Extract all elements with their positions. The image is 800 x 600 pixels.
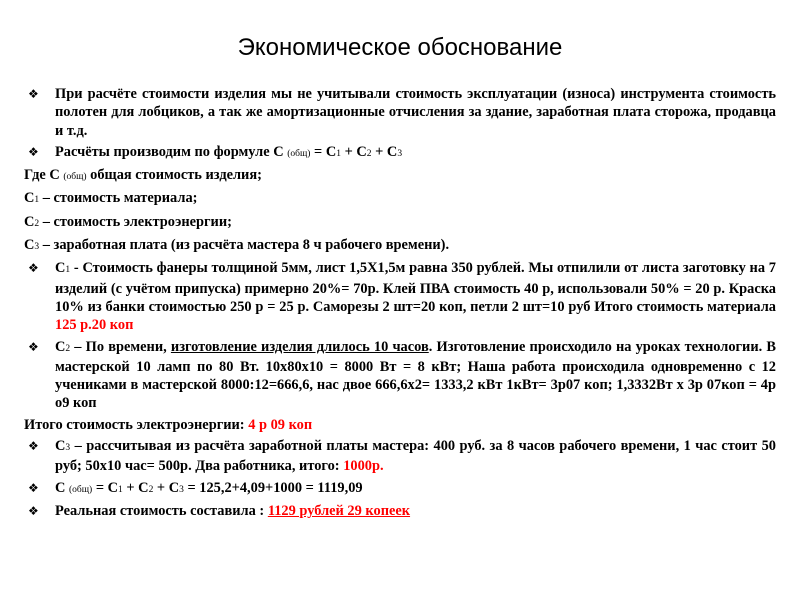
- labor-text: – рассчитывая из расчёта заработной платы мастера: 400 руб. за 8 часов рабочего времени, 1 час стоит 50 руб; 50х10 час= 500р. Два работника, итого:: [55, 438, 776, 475]
- diamond-bullet-icon: ❖: [28, 339, 39, 354]
- energy-index: 2: [65, 343, 71, 354]
- total-eq: = С: [92, 479, 119, 496]
- labor-result: 1000р.: [343, 458, 384, 475]
- slide-body: [24, 85, 776, 523]
- slide-title: Экономическое обоснование: [237, 34, 563, 61]
- formula-index-2: 2: [366, 148, 372, 159]
- total-sub: (общ): [69, 484, 93, 495]
- energy-letter: С: [55, 338, 66, 355]
- def-c2-index: 2: [34, 218, 40, 229]
- bullet-real-cost: [24, 502, 776, 520]
- formula-plus-1: + С: [340, 143, 367, 160]
- total-plus-2: + С: [153, 479, 180, 496]
- diamond-bullet-icon: ❖: [28, 503, 39, 518]
- energy-total-value: 4 р 09 коп: [248, 416, 313, 433]
- def-c1-index: 1: [34, 195, 40, 206]
- material-text: - Стоимость фанеры толщиной 5мм, лист 1,5Х1,5м равна 350 рублей. Мы отпилили от листа заготовку на 7 изделий (с учётом припуска) примерно 20%= 70р. Клей ПВА стоимость 40 р, использовали 50% = 20 р. Краска 10% из банки стоимостью 250 р = 25 р. Саморезы 2 шт=20 коп, петли 2 шт=10 руб Итого стоимость материала: [55, 260, 776, 315]
- def-c3-text: – заработная плата (из расчёта мастера 8 ч рабочего времени).: [39, 237, 450, 254]
- energy-total: [24, 416, 776, 434]
- energy-text-2: . Изготовление происходило на уроках технологии. В мастерской 10 ламп по 80 Вт. 10х80х10 = 8000 Вт = 8 кВт; Наша работа происходила одновременно с 12 учениками в мастерской 8000:12=666,6, нас двое 666,6х2= 1333,2 кВт 1кВт= 3р07 коп; 1,3332Вт х 3р 07коп = 4р о9 коп: [55, 338, 776, 412]
- energy-underlined: изготовление изделия длилось 10 часов: [170, 338, 429, 355]
- labor-index: 3: [65, 443, 71, 454]
- total-index-1: 1: [118, 484, 123, 495]
- bullet-material-cost: [24, 259, 776, 334]
- diamond-bullet-icon: ❖: [28, 144, 39, 159]
- diamond-bullet-icon: ❖: [28, 439, 39, 454]
- bullet-labor-cost: [24, 437, 776, 476]
- bullet-total-formula: [24, 479, 776, 499]
- bullet-formula: [24, 143, 776, 163]
- formula-plus-2: + С: [371, 143, 398, 160]
- formula-index-1: 1: [336, 148, 341, 159]
- def-c3-index: 3: [34, 242, 40, 253]
- definition-c1: [24, 189, 776, 209]
- material-result: 125 р.20 коп: [55, 317, 134, 334]
- def-total-sub: (общ): [63, 172, 87, 183]
- total-index-2: 2: [148, 484, 154, 495]
- real-cost-value: 1129 рублей 29 копеек: [267, 502, 411, 519]
- formula-eq: = С: [310, 143, 337, 160]
- def-total-post: общая стоимость изделия;: [86, 167, 262, 184]
- definition-c3: [24, 236, 776, 256]
- formula-index-3: 3: [397, 148, 403, 159]
- def-c2-text: – стоимость электроэнергии;: [39, 213, 232, 230]
- exclusions-text: При расчёте стоимости изделия мы не учитывали стоимость эксплуатации (износа) инструмента стоимость полотен для лобциков, а так же амортизационные отчисления за здание, заработная плата сторожа, продавца и т.д.: [55, 86, 776, 139]
- real-cost-label: Реальная стоимость составила :: [55, 502, 268, 519]
- bullet-energy-cost: [24, 338, 776, 413]
- definition-total: [24, 166, 776, 186]
- energy-total-label: Итого стоимость электроэнергии:: [24, 416, 249, 433]
- def-c1-text: – стоимость материала;: [39, 190, 198, 207]
- formula-sub: (общ): [287, 148, 311, 159]
- total-result: = 125,2+4,09+1000 = 1119,09: [183, 479, 363, 496]
- labor-letter: С: [55, 438, 66, 455]
- total-index-3: 3: [179, 484, 184, 495]
- def-total-pre: Где С: [24, 167, 64, 184]
- diamond-bullet-icon: ❖: [28, 261, 39, 276]
- material-letter: С: [55, 260, 66, 277]
- diamond-bullet-icon: ❖: [28, 480, 39, 495]
- def-c3-letter: С: [24, 237, 35, 254]
- bullet-exclusions: [24, 85, 776, 140]
- total-plus-1: + С: [122, 479, 149, 496]
- material-index: 1: [65, 265, 71, 276]
- total-pre: С: [55, 479, 69, 496]
- diamond-bullet-icon: ❖: [28, 87, 39, 101]
- energy-text-1: – По времени,: [70, 338, 171, 355]
- def-c2-letter: С: [24, 213, 35, 230]
- formula-pre: Расчёты производим по формуле С: [55, 143, 288, 160]
- definition-c2: [24, 213, 776, 233]
- def-c1-letter: С: [24, 190, 35, 207]
